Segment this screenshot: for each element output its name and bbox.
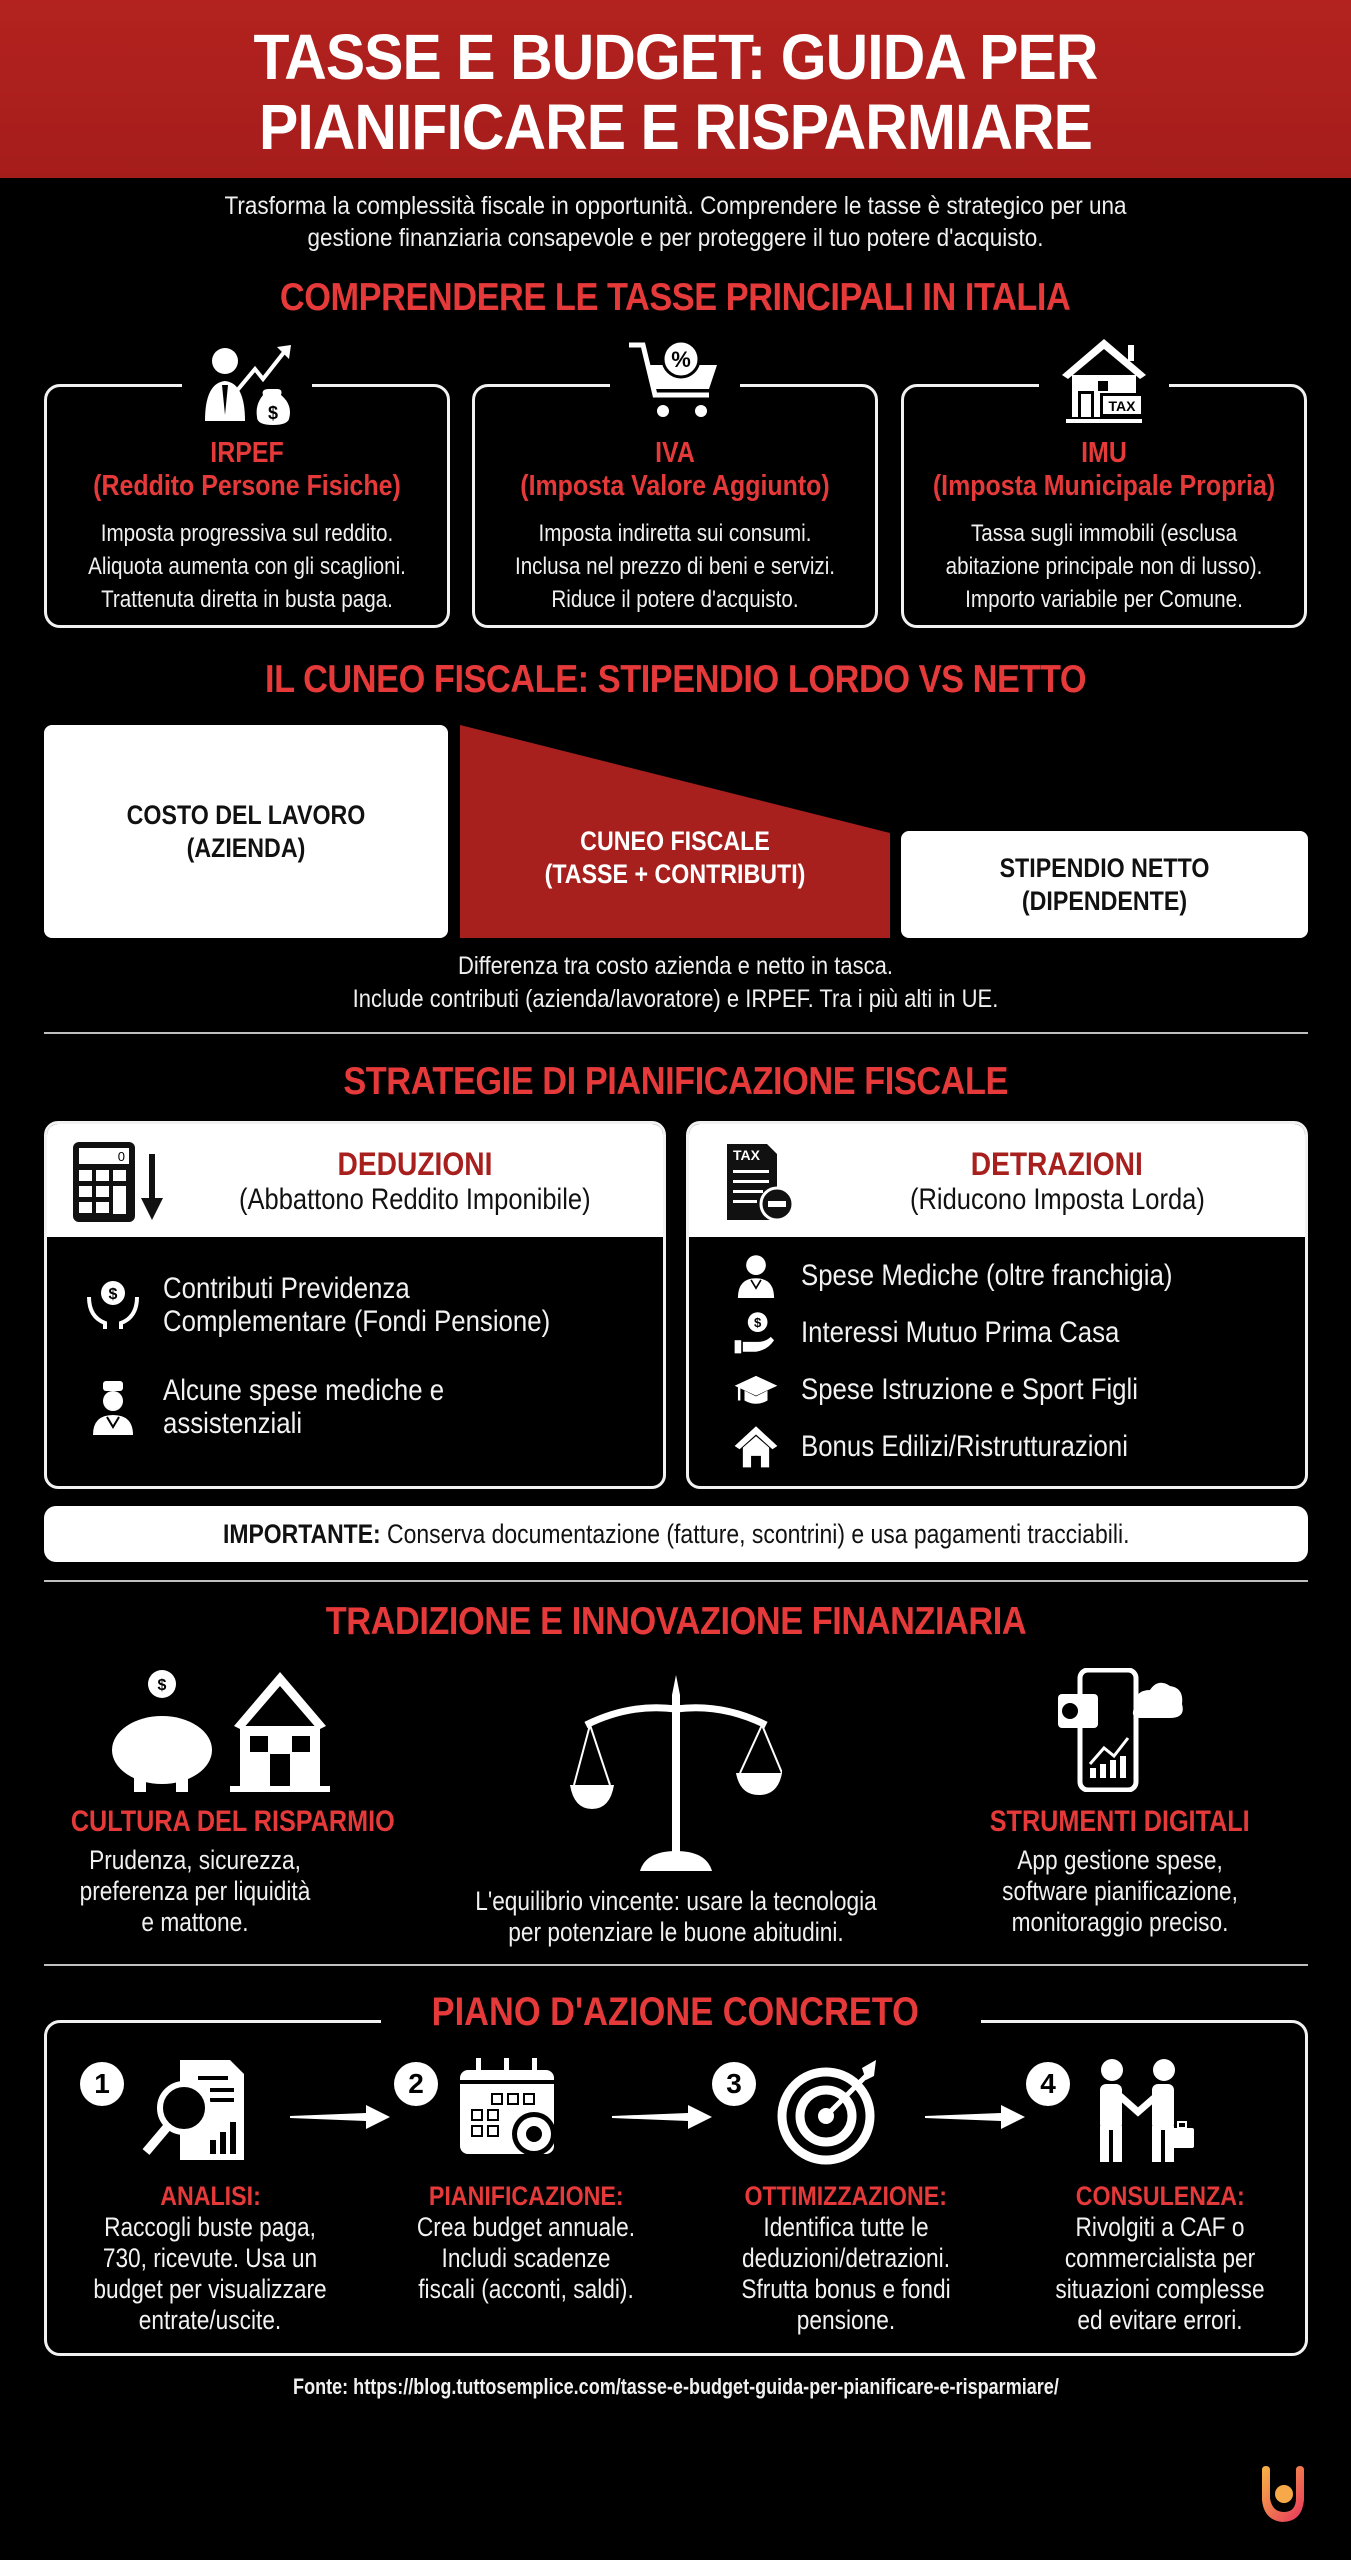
important-note: IMPORTANTE: Conserva documentazione (fatture, scontrini) e usa pagamenti tracciabili. (44, 1506, 1308, 1562)
cuneo-diagram (44, 725, 1308, 940)
hand-coin-icon (733, 1309, 779, 1355)
person-income-icon (192, 335, 302, 427)
header-banner (0, 0, 1351, 178)
tax-name: IMU (Imposta Municipale Propria) (932, 437, 1276, 502)
tax-name: IRPEF (Reddito Persone Fisiche) (93, 437, 401, 502)
tax-document-minus-icon (713, 1140, 813, 1224)
costo-lavoro-box: COSTO DEL LAVORO (AZIENDA) (44, 725, 448, 938)
balance-scale-icon (570, 1675, 782, 1875)
stipendio-netto-box: STIPENDIO NETTO (DIPENDENTE) (901, 831, 1308, 938)
section-title-taxes: COMPRENDERE LE TASSE PRINCIPALI IN ITALIA (280, 276, 1071, 319)
deduzioni-subtitle: (Abbattono Reddito Imponibile) (239, 1183, 591, 1216)
section-title-strategie: STRATEGIE DI PIANIFICAZIONE FISCALE (343, 1060, 1008, 1103)
arrow-right-icon (925, 2105, 1025, 2129)
piggy-bank-house-icon (100, 1668, 380, 1792)
step-number: 2 (394, 2062, 438, 2106)
tax-card-iva (472, 347, 878, 628)
svg-text:$: $ (267, 403, 279, 423)
arrow-right-icon (290, 2105, 390, 2129)
step-number: 4 (1026, 2062, 1070, 2106)
doctor-icon (733, 1252, 779, 1298)
list-item: Spese Istruzione e Sport Figli (733, 1366, 1193, 1412)
home-icon (733, 1423, 779, 1469)
house-tax-icon (1054, 335, 1154, 427)
document-search-icon (140, 2056, 250, 2166)
deduzioni-title: DEDUZIONI (337, 1146, 493, 1182)
nurse-icon (85, 1379, 141, 1435)
svg-text:$: $ (157, 1677, 167, 1694)
section-title-piano: PIANO D'AZIONE CONCRETO (431, 1990, 920, 2034)
source-link[interactable]: Fonte: https://blog.tuttosemplice.com/tasse-e-budget-guida-per-pianificare-e-risparmiare/ (292, 2374, 1059, 2399)
page-title: TASSE E BUDGET: GUIDA PER PIANIFICARE E RISPARMIARE (253, 21, 1098, 163)
step-number: 1 (80, 2062, 124, 2106)
deduzioni-header (47, 1124, 663, 1237)
equilibrio-note: L'equilibrio vincente: usare la tecnologia per potenziare le buone abitudini. (475, 1886, 877, 1947)
list-item: $ Interessi Mutuo Prima Casa (733, 1309, 1171, 1355)
cuneo-note: Differenza tra costo azienda e netto in tasca. Include contributi (azienda/lavoratore) e IRPEF. Tra i più alti in UE. (352, 952, 999, 1013)
target-icon (776, 2056, 886, 2166)
tax-card-imu (901, 384, 1307, 628)
detrazioni-header (689, 1124, 1305, 1237)
section-title-tradizione: TRADIZIONE E INNOVAZIONE FINANZIARIA (325, 1600, 1026, 1643)
detrazioni-subtitle: (Riducono Imposta Lorda) (909, 1183, 1205, 1216)
cultura-risparmio: CULTURA DEL RISPARMIO Prudenza, sicurezza, preferenza per liquidità e mattone. (70, 1805, 395, 1937)
detrazioni-box (686, 1121, 1308, 1489)
step-number: 3 (712, 2062, 756, 2106)
deduzioni-box (44, 1121, 666, 1489)
section-title-cuneo: IL CUNEO FISCALE: STIPENDIO LORDO VS NETTO (264, 658, 1087, 701)
hands-coin-icon (85, 1277, 141, 1333)
shopping-cart-percent-icon (625, 335, 725, 427)
tax-description: Imposta indiretta sui consumi. Inclusa nel prezzo di beni e servizi. Riduce il potere d'acquisto. (514, 520, 836, 613)
divider (44, 1032, 1308, 1034)
handshake-icon (1088, 2056, 1198, 2166)
svg-text:$: $ (753, 1315, 762, 1331)
tax-description: Imposta progressiva sul reddito. Aliquota aumenta con gli scaglioni. Trattenuta diretta in busta paga. (88, 520, 406, 613)
divider (44, 1964, 1308, 1966)
list-item: $ Contributi Previdenza Complementare (Fondi Pensione) (85, 1272, 613, 1338)
list-item: Bonus Edilizi/Ristrutturazioni (733, 1423, 1181, 1469)
svg-text:%: % (671, 347, 691, 372)
intro-text: Trasforma la complessità fiscale in opportunità. Comprendere le tasse è strategico per una gestione finanziaria consapevole e per proteggere il tuo potere d'acquisto. (224, 192, 1127, 252)
cuneo-fiscale-wedge (460, 725, 890, 940)
tax-card-irpef (44, 384, 450, 628)
arrow-right-icon (612, 2105, 712, 2129)
phone-cloud-chart-icon (1050, 1668, 1190, 1792)
detrazioni-title: DETRAZIONI (970, 1146, 1144, 1182)
list-item: Alcune spese mediche e assistenziali (85, 1374, 490, 1440)
cuneo-label: CUNEO FISCALE (TASSE + CONTRIBUTI) (544, 826, 806, 889)
brand-logo-icon (1252, 2464, 1314, 2526)
list-item: Spese Mediche (oltre franchigia) (733, 1252, 1233, 1298)
strumenti-digitali: STRUMENTI DIGITALI App gestione spese, software pianificazione, monitoraggio preciso. (990, 1805, 1250, 1937)
svg-text:TAX: TAX (733, 1147, 760, 1163)
calendar-gear-icon (456, 2056, 566, 2166)
divider (44, 1580, 1308, 1582)
graduation-cap-icon (733, 1366, 779, 1412)
svg-text:$: $ (108, 1286, 118, 1303)
tax-description: Tassa sugli immobili (esclusa abitazione principale non di lusso). Importo variabile per Comune. (945, 520, 1263, 613)
tax-name: IVA (Imposta Valore Aggiunto) (520, 437, 830, 502)
svg-text:0: 0 (117, 1149, 125, 1164)
calculator-down-icon (71, 1140, 171, 1224)
svg-text:TAX: TAX (1108, 398, 1136, 414)
